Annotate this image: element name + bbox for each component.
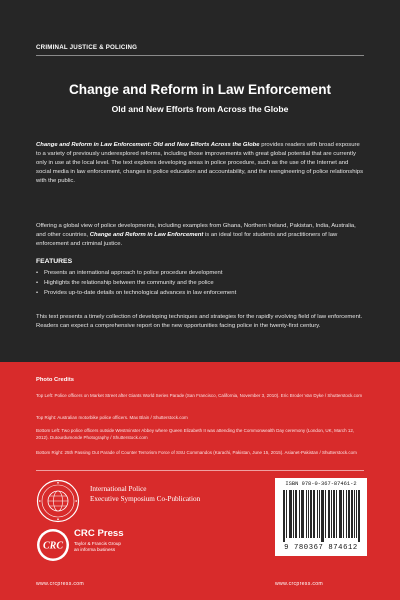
description-paragraph-3: This text presents a timely collection of developing techniques and strategies for the rapidly evolving field of law enforcement. Readers can expect a comprehensive report on the new opportunities facing police in the twenty-first century. xyxy=(36,314,363,330)
bottom-section xyxy=(0,362,400,600)
description-lead-title: Change and Reform in Law Enforcement: Old and New Efforts Across the Globe xyxy=(36,142,260,148)
ipes-line-2: Executive Symposium Co-Publication xyxy=(90,495,201,503)
publisher-url-right[interactable]: www.crcpress.com xyxy=(275,581,324,587)
barcode-number: 9 780367 874612 xyxy=(284,544,358,552)
series-divider xyxy=(36,55,364,56)
description-paragraph-1 xyxy=(36,141,364,186)
photo-credit-top-right: Top Right: Australian motorbike police officers. Max Blain / Shutterstock.com xyxy=(36,415,188,420)
bullet-icon: • xyxy=(36,270,39,276)
feature-item: • Highlights the relationship between the community and the police xyxy=(36,280,214,286)
isbn-barcode xyxy=(275,478,367,556)
ipes-line-1: International Police xyxy=(90,485,147,493)
bullet-icon: • xyxy=(36,280,39,286)
photo-credit-top-left: Top Left: Police officers on Market Street after Giants World Series Parade (San Francisco, California, November 3, 2010). Eric Broder Van Dyke / Shutterstock.com xyxy=(36,393,363,398)
features-list xyxy=(36,268,366,298)
photo-credits-heading: Photo Credits xyxy=(36,377,75,383)
feature-item: • Presents an international approach to police procedure development xyxy=(36,270,223,276)
feature-item: • Provides up-to-date details on technological advances in law enforcement xyxy=(36,290,237,296)
description-paragraph-1-text: provides readers with broad exposure to a variety of previously underexplored reforms, including those improvements with great global potential that are currently only in use at the local level. The text explores developing areas in police procedure, such as the use of the Internet and social media in law enforcement, changes in police education and accountability, and the reengineering of police relationships with the public. xyxy=(36,142,364,185)
bullet-icon: • xyxy=(36,290,39,296)
crc-press-group xyxy=(74,541,121,553)
ipes-copublication xyxy=(90,484,200,504)
photo-credit-bottom-left: Bottom Left: Two police officers outside Westminster Abbey where Queen Elizabeth II was attending the Commonwealth Day ceremony (London, UK, March 12, 2012). Dutourdumonde Photography / Shutterstock.com xyxy=(36,428,355,441)
ipes-seal-icon xyxy=(36,479,80,523)
series-label: CRIMINAL JUSTICE & POLICING xyxy=(36,44,138,51)
publisher-url-left[interactable]: www.crcpress.com xyxy=(36,581,85,587)
description-paragraph-2-post: is an ideal tool for students and practitioners of law enforcement and criminal justice. xyxy=(36,232,338,248)
crc-group-line: Taylor & Francis Group xyxy=(74,541,121,546)
photo-credit-bottom-right: Bottom Right: 25th Passing Out Parade of Counter Terrorism Force of SSU Commandos (Karachi, Pakistan, June 15, 2015). Asianet-Pakistan / Shutterstock.com xyxy=(36,450,357,455)
book-title: Change and Reform in Law Enforcement xyxy=(68,82,332,97)
description-paragraph-2-pre: Offering a global view of police developments, including examples from Ghana, Northern Ireland, Pakistan, India, Australia, and other countries, xyxy=(36,223,356,239)
crc-press-name: CRC Press xyxy=(74,528,124,539)
crc-informa-line: an informa business xyxy=(74,547,116,553)
description-paragraph-2 xyxy=(36,222,364,249)
svg-text:CRC: CRC xyxy=(42,540,64,552)
isbn-label: ISBN 978-0-367-87461-2 xyxy=(285,481,357,487)
features-heading: FEATURES xyxy=(36,258,73,265)
credits-divider xyxy=(36,470,364,471)
crc-press-logo-icon xyxy=(36,528,70,562)
barcode-bars xyxy=(283,490,361,542)
book-subtitle: Old and New Efforts from Across the Globe xyxy=(111,104,289,114)
description-paragraph-2-title: Change and Reform in Law Enforcement xyxy=(89,232,204,239)
